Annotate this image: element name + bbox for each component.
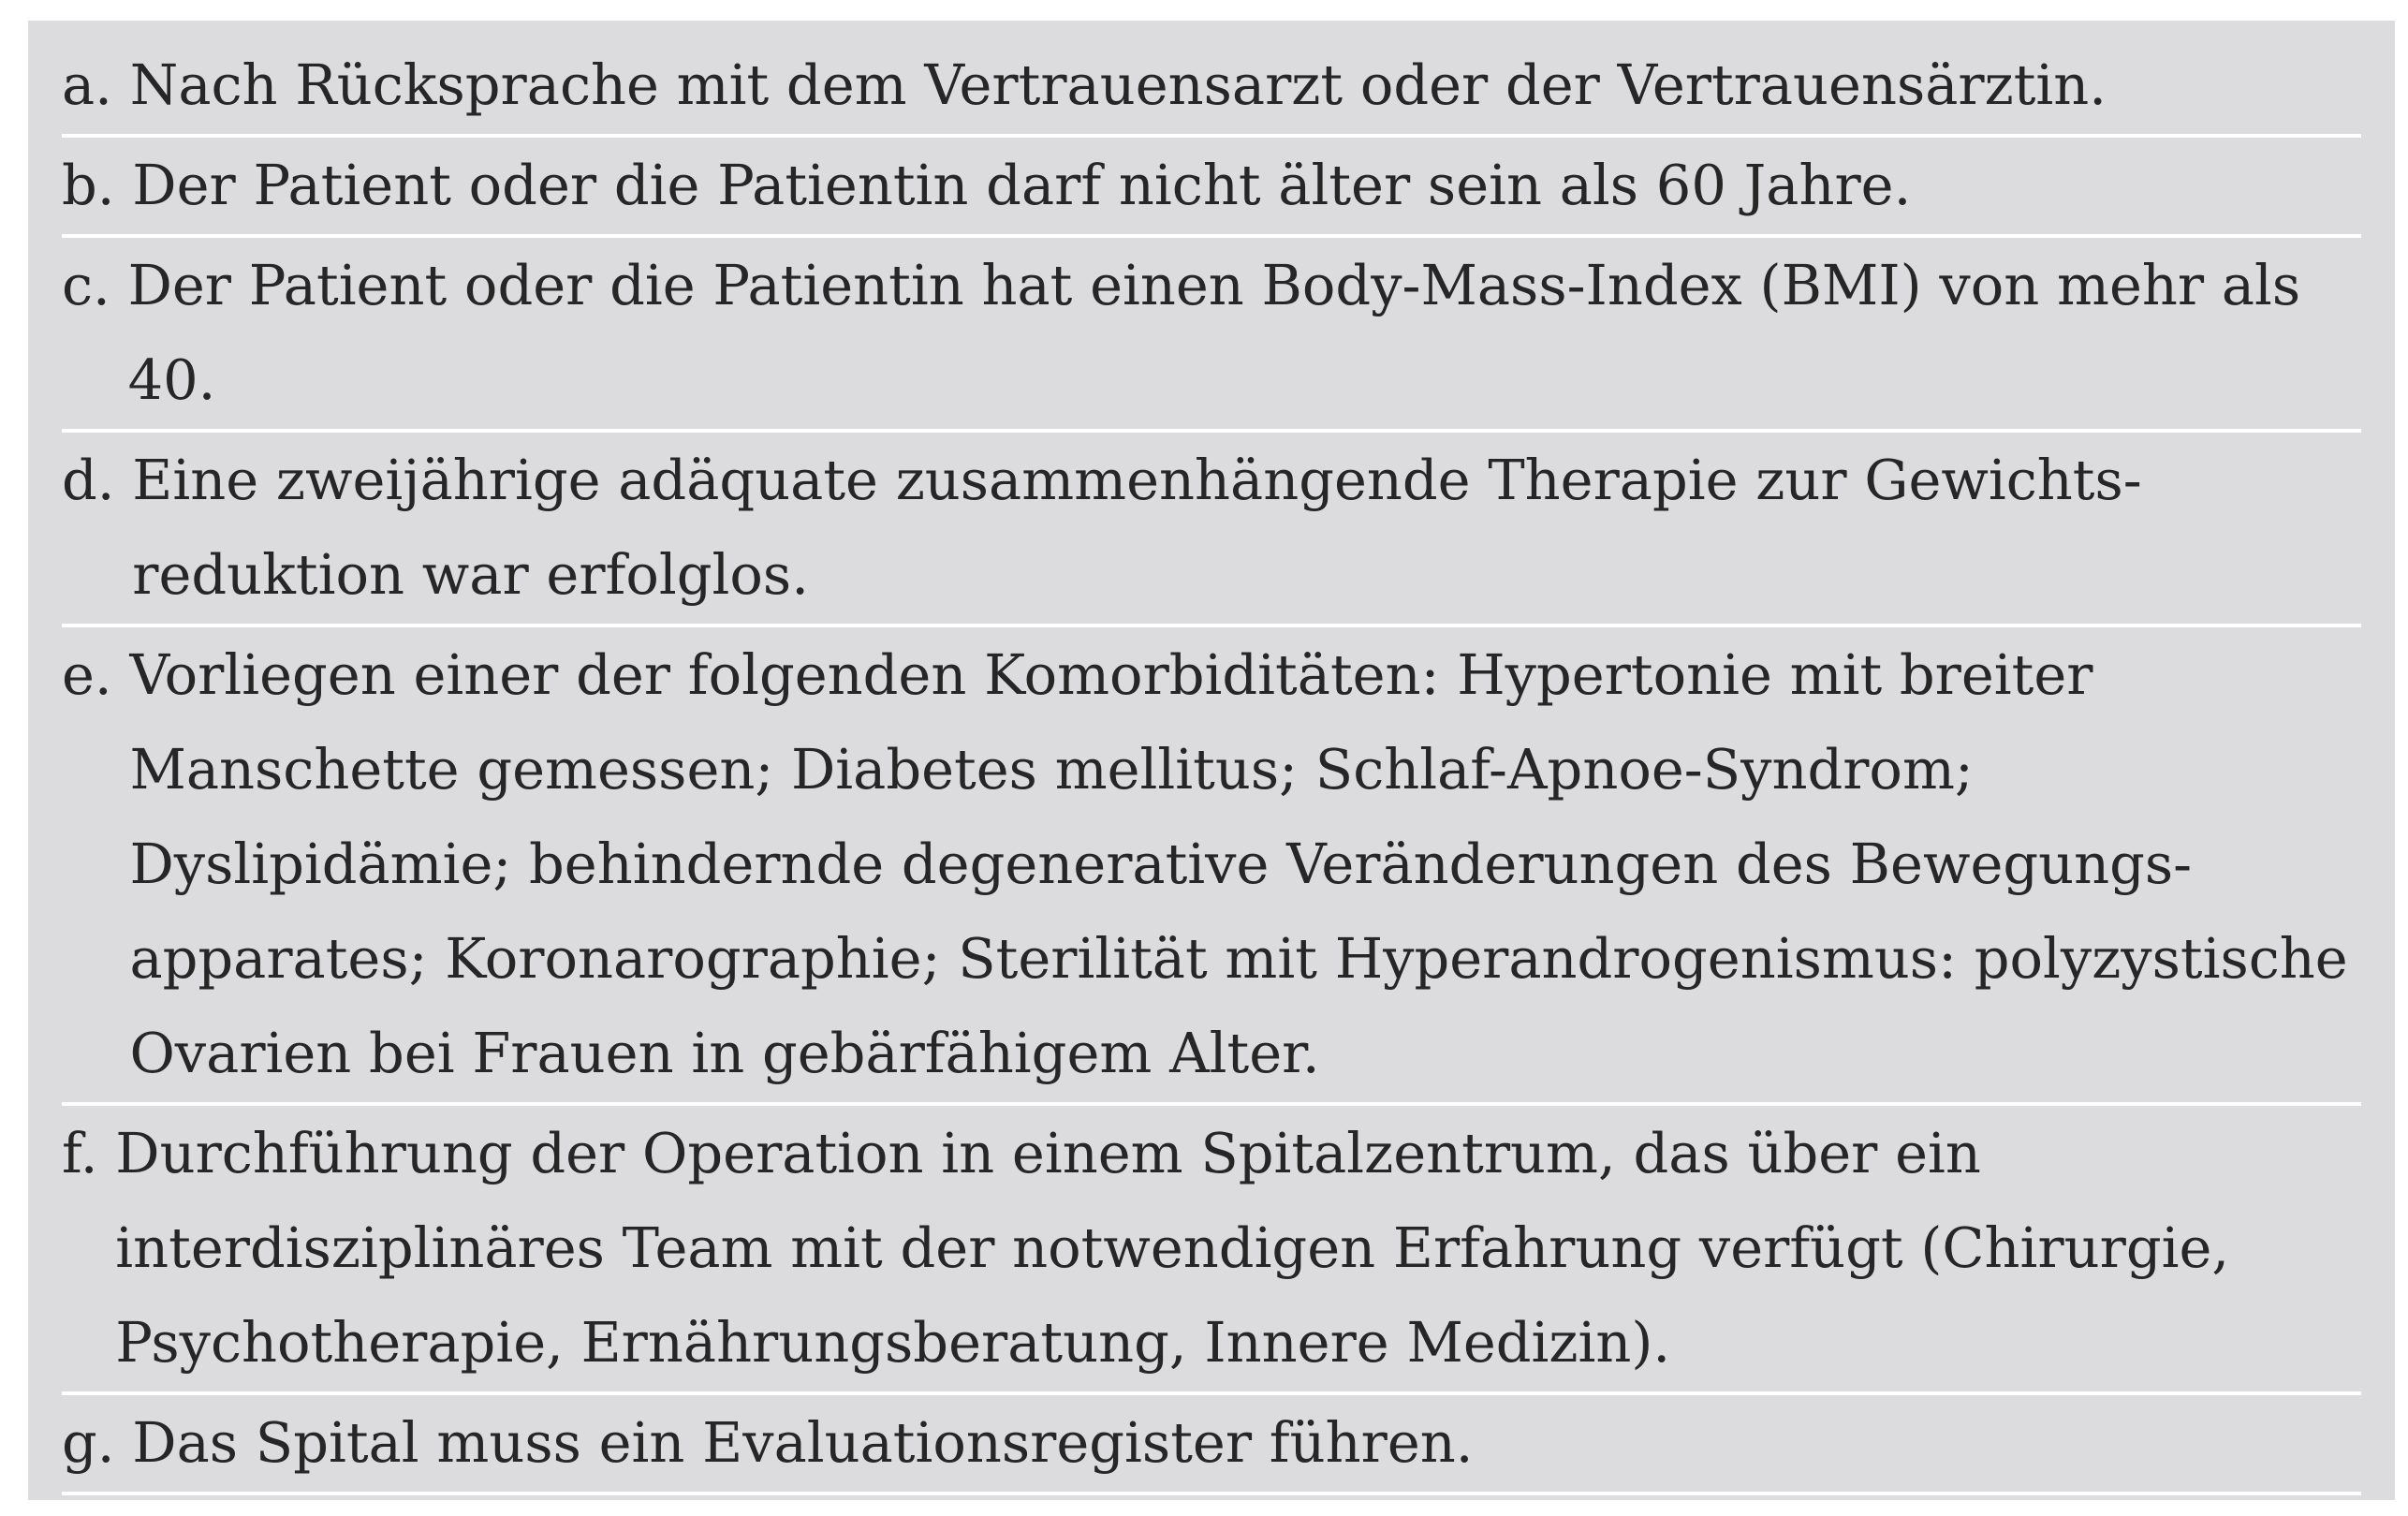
criterion-f bbox=[62, 1106, 2361, 1395]
criterion-letter: g. bbox=[62, 1410, 115, 1475]
criteria-list bbox=[62, 37, 2361, 1495]
criterion-a bbox=[62, 37, 2361, 138]
criterion-b bbox=[62, 138, 2361, 238]
criterion-letter: e. bbox=[62, 642, 112, 707]
criterion-text: Der Patient oder die Patientin darf nicht älter sein als 60 Jahre. bbox=[132, 153, 1912, 217]
criterion-g bbox=[62, 1395, 2361, 1495]
criterion-e bbox=[62, 627, 2361, 1106]
criterion-c bbox=[62, 238, 2361, 433]
criterion-letter: a. bbox=[62, 52, 112, 117]
criterion-text: Vorliegen einer der folgenden Komorbiditäten: Hypertonie mit breiter Manschette gemessen; Diabetes mellitus; Schlaf-Apnoe-Syndrom; Dyslipidämie; behindernde degenerative Veränderungen des Bewegungs-apparates; Koronarographie; Sterilität mit Hyperandrogenismus: polyzystische Ovarien bei Frauen in gebärfähigem Alter. bbox=[129, 642, 2348, 1085]
criterion-text: Nach Rücksprache mit dem Vertrauensarzt oder der Vertrauensärztin. bbox=[129, 52, 2107, 117]
criterion-d bbox=[62, 433, 2361, 627]
criterion-text: Durchführung der Operation in einem Spitalzentrum, das über ein interdisziplinäres Team mit der notwendigen Erfahrung verfügt (Chirurgie, Psychotherapie, Ernährungsberatung, Innere Medizin). bbox=[115, 1121, 2230, 1375]
criteria-box bbox=[28, 21, 2395, 1500]
criterion-letter: d. bbox=[62, 448, 115, 512]
criterion-text: Eine zweijährige adäquate zusammenhängende Therapie zur Gewichts-reduktion war erfolglos. bbox=[132, 448, 2142, 607]
criterion-text: Das Spital muss ein Evaluationsregister führen. bbox=[132, 1410, 1474, 1475]
criterion-letter: b. bbox=[62, 153, 115, 217]
criterion-letter: f. bbox=[62, 1121, 98, 1185]
criterion-text: Der Patient oder die Patientin hat einen Body-Mass-Index (BMI) von mehr als 40. bbox=[127, 253, 2301, 412]
criterion-letter: c. bbox=[62, 253, 110, 317]
